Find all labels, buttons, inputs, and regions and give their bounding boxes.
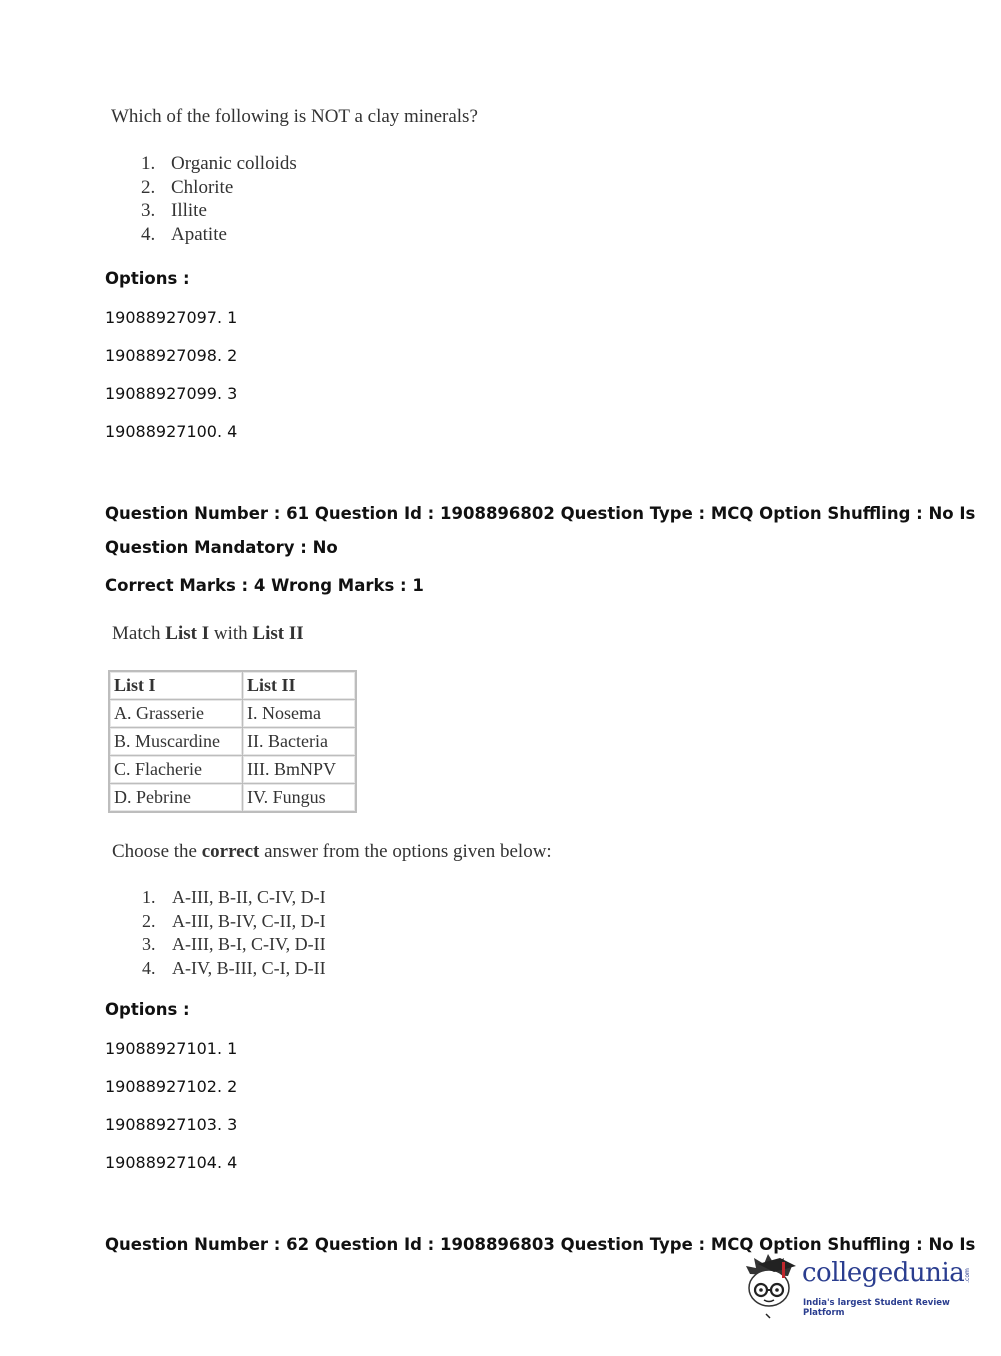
choice-item: 1. A-III, B-II, C-IV, D-I (142, 887, 326, 907)
choice-item: 2. A-III, B-IV, C-II, D-I (142, 910, 326, 931)
table-header: List II (243, 671, 357, 700)
option-id: 19088927104. 4 (105, 1153, 238, 1172)
table-row (109, 784, 356, 813)
question-60-text: Which of the following is NOT a clay minerals? (111, 106, 478, 127)
option-id: 19088927097. 1 (105, 308, 238, 327)
table-row (109, 700, 356, 728)
table-cell: III. BmNPV (243, 756, 357, 784)
logo-domain-suffix: .com (963, 1268, 971, 1283)
option-id: 19088927100. 4 (105, 422, 238, 441)
choice-item: 1. Organic colloids (141, 153, 297, 174)
question-60-choices (141, 152, 297, 246)
choice-item: 4. Apatite (141, 223, 227, 245)
choice-item: 3. A-III, B-I, C-IV, D-II (142, 934, 326, 954)
options-label: Options : (105, 1000, 190, 1019)
option-id: 19088927103. 3 (105, 1115, 238, 1134)
option-id: 19088927098. 2 (105, 346, 238, 365)
mascot-icon (742, 1252, 802, 1320)
logo-tagline: India's largest Student Review Platform (803, 1298, 950, 1318)
option-id: 19088927102. 2 (105, 1077, 238, 1096)
table-cell: I. Nosema (243, 700, 357, 728)
choice-item: 3. Illite (141, 200, 207, 221)
table-cell: II. Bacteria (243, 728, 357, 756)
table-row (109, 728, 356, 756)
question-mandatory: Question Mandatory : No (105, 538, 338, 557)
options-label: Options : (105, 269, 190, 288)
table-cell: C. Flacherie (109, 756, 243, 784)
choice-item: 4. A-IV, B-III, C-I, D-II (142, 957, 326, 978)
question-61-choices (142, 886, 326, 980)
question-61-text: Match List I with List II (112, 623, 304, 644)
option-id: 19088927099. 3 (105, 384, 238, 403)
table-cell: B. Muscardine (109, 728, 243, 756)
question-62-header: Question Number : 62 Question Id : 1908896803 Question Type : MCQ Option Shuffling : No Is (105, 1235, 976, 1254)
choice-item: 2. Chlorite (141, 176, 234, 198)
marks-line: Correct Marks : 4 Wrong Marks : 1 (105, 576, 424, 595)
question-61-header: Question Number : 61 Question Id : 1908896802 Question Type : MCQ Option Shuffling : No Is (105, 504, 976, 523)
table-cell: IV. Fungus (243, 784, 357, 813)
table-row (109, 756, 356, 784)
table-cell: D. Pebrine (109, 784, 243, 813)
option-id: 19088927101. 1 (105, 1039, 238, 1058)
table-header: List I (109, 671, 243, 700)
choose-instruction: Choose the correct answer from the options given below: (112, 841, 552, 862)
table-cell: A. Grasserie (109, 700, 243, 728)
logo-wordmark: collegedunia (802, 1258, 965, 1288)
table-header-row (109, 671, 356, 700)
match-table (108, 670, 357, 813)
collegedunia-logo (742, 1252, 970, 1320)
